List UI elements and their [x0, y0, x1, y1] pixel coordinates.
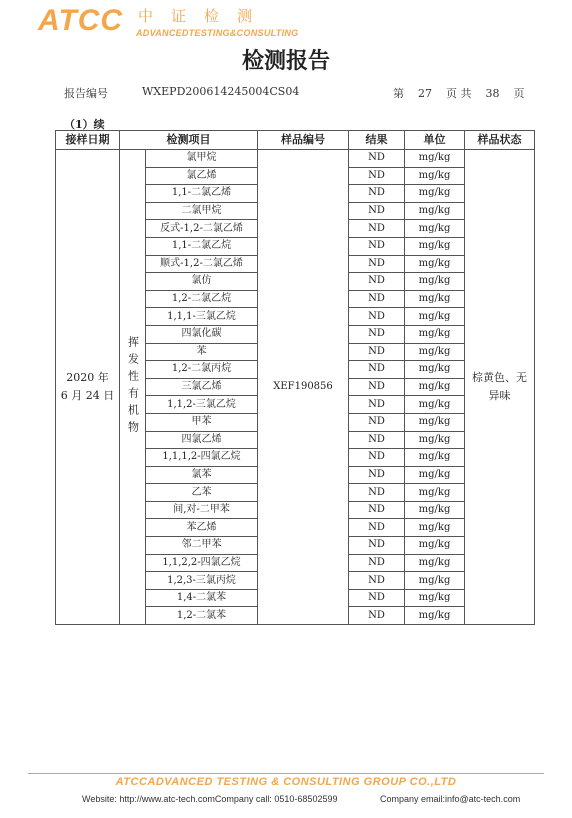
test-item: 1,2-二氯乙烷 [146, 290, 258, 308]
test-item: 苯乙烯 [146, 519, 258, 537]
unit-value: mg/kg [405, 255, 465, 273]
unit-value: mg/kg [405, 554, 465, 572]
page-suffix: 页 [513, 87, 525, 100]
test-item: 1,1,2,2-四氯乙烷 [146, 554, 258, 572]
unit-value: mg/kg [405, 519, 465, 537]
result-value: ND [349, 150, 405, 168]
footer-contact: Website: http://www.atc-tech.comCompany call: 0510-68502599 [82, 794, 338, 804]
unit-value: mg/kg [405, 150, 465, 168]
unit-value: mg/kg [405, 501, 465, 519]
unit-value: mg/kg [405, 484, 465, 502]
page-indicator [393, 85, 525, 101]
test-item: 四氯乙烯 [146, 431, 258, 449]
header-result: 结果 [349, 131, 405, 150]
unit-value: mg/kg [405, 290, 465, 308]
receive-date: 2020 年 6 月 24 日 [56, 150, 120, 625]
unit-value: mg/kg [405, 167, 465, 185]
unit-value: mg/kg [405, 449, 465, 467]
test-item: 1,1-二氯乙烷 [146, 237, 258, 255]
result-value: ND [349, 607, 405, 625]
unit-value: mg/kg [405, 308, 465, 326]
result-value: ND [349, 589, 405, 607]
company-logo [38, 6, 298, 44]
report-number-label: 报告编号 [64, 87, 108, 100]
header-item: 检测项目 [120, 131, 258, 150]
footer-divider [28, 773, 544, 774]
result-value: ND [349, 361, 405, 379]
test-item: 甲苯 [146, 413, 258, 431]
test-item: 1,2,3-三氯丙烷 [146, 572, 258, 590]
result-value: ND [349, 484, 405, 502]
logo-brand-cn: 中证检测 [138, 7, 271, 25]
unit-value: mg/kg [405, 237, 465, 255]
unit-value: mg/kg [405, 537, 465, 555]
test-item: 氯甲烷 [146, 150, 258, 168]
result-value: ND [349, 572, 405, 590]
result-value: ND [349, 167, 405, 185]
section-label: （1）续 [64, 118, 105, 131]
test-item: 氯仿 [146, 273, 258, 291]
test-item: 顺式-1,2-二氯乙烯 [146, 255, 258, 273]
table-header-row [56, 131, 535, 150]
test-item: 1,1,2-三氯乙烷 [146, 396, 258, 414]
test-item: 四氯化碳 [146, 325, 258, 343]
result-value: ND [349, 396, 405, 414]
test-item: 1,1,1,2-四氯乙烷 [146, 449, 258, 467]
unit-value: mg/kg [405, 396, 465, 414]
test-item: 三氯乙烯 [146, 378, 258, 396]
test-item: 邻二甲苯 [146, 537, 258, 555]
page-mid: 页 共 [446, 87, 472, 100]
result-value: ND [349, 202, 405, 220]
table-row [56, 150, 535, 168]
result-value: ND [349, 466, 405, 484]
unit-value: mg/kg [405, 378, 465, 396]
table-body [56, 150, 535, 625]
test-item: 1,1,1-三氯乙烷 [146, 308, 258, 326]
logo-brand-en: ADVANCEDTESTING&CONSULTING [136, 28, 299, 38]
result-value: ND [349, 237, 405, 255]
result-value: ND [349, 290, 405, 308]
test-item: 1,1-二氯乙烯 [146, 185, 258, 203]
result-value: ND [349, 501, 405, 519]
result-value: ND [349, 449, 405, 467]
unit-value: mg/kg [405, 572, 465, 590]
header-sample-no: 样品编号 [258, 131, 349, 150]
unit-value: mg/kg [405, 466, 465, 484]
results-table [55, 130, 535, 625]
header-unit: 单位 [405, 131, 465, 150]
test-item: 氯乙烯 [146, 167, 258, 185]
result-value: ND [349, 537, 405, 555]
test-item: 苯 [146, 343, 258, 361]
test-item: 氯苯 [146, 466, 258, 484]
result-value: ND [349, 220, 405, 238]
result-value: ND [349, 554, 405, 572]
sample-state: 棕黄色、无异味 [465, 150, 535, 625]
sample-number: XEF190856 [258, 150, 349, 625]
unit-value: mg/kg [405, 431, 465, 449]
unit-value: mg/kg [405, 202, 465, 220]
test-item: 1,2-二氯丙烷 [146, 361, 258, 379]
unit-value: mg/kg [405, 343, 465, 361]
test-item: 乙苯 [146, 484, 258, 502]
report-number: WXEPD200614245004CS04 [142, 85, 300, 98]
footer-email: Company email:info@atc-tech.com [380, 794, 521, 804]
result-value: ND [349, 255, 405, 273]
unit-value: mg/kg [405, 361, 465, 379]
unit-value: mg/kg [405, 325, 465, 343]
result-value: ND [349, 308, 405, 326]
page-current: 27 [418, 87, 432, 100]
header-date: 接样日期 [56, 131, 120, 150]
unit-value: mg/kg [405, 273, 465, 291]
result-value: ND [349, 185, 405, 203]
unit-value: mg/kg [405, 607, 465, 625]
page-title: 检测报告 [241, 49, 330, 74]
test-item: 二氯甲烷 [146, 202, 258, 220]
unit-value: mg/kg [405, 185, 465, 203]
logo-brand: ATCC [38, 4, 124, 37]
test-item: 间,对-二甲苯 [146, 501, 258, 519]
unit-value: mg/kg [405, 413, 465, 431]
result-value: ND [349, 378, 405, 396]
page-total: 38 [485, 87, 500, 100]
header-sample-state: 样品状态 [465, 131, 535, 150]
test-item: 1,2-二氯苯 [146, 607, 258, 625]
result-value: ND [349, 519, 405, 537]
unit-value: mg/kg [405, 589, 465, 607]
result-value: ND [349, 343, 405, 361]
test-item: 1,4-二氯苯 [146, 589, 258, 607]
result-value: ND [349, 431, 405, 449]
unit-value: mg/kg [405, 220, 465, 238]
footer-company: ATCCADVANCED TESTING & CONSULTING GROUP CO.,LTD [115, 776, 457, 788]
test-item: 反式-1,2-二氯乙烯 [146, 220, 258, 238]
result-value: ND [349, 413, 405, 431]
result-value: ND [349, 325, 405, 343]
result-value: ND [349, 273, 405, 291]
page-prefix: 第 [393, 87, 404, 100]
test-category: 挥发性有机物 [120, 150, 146, 625]
